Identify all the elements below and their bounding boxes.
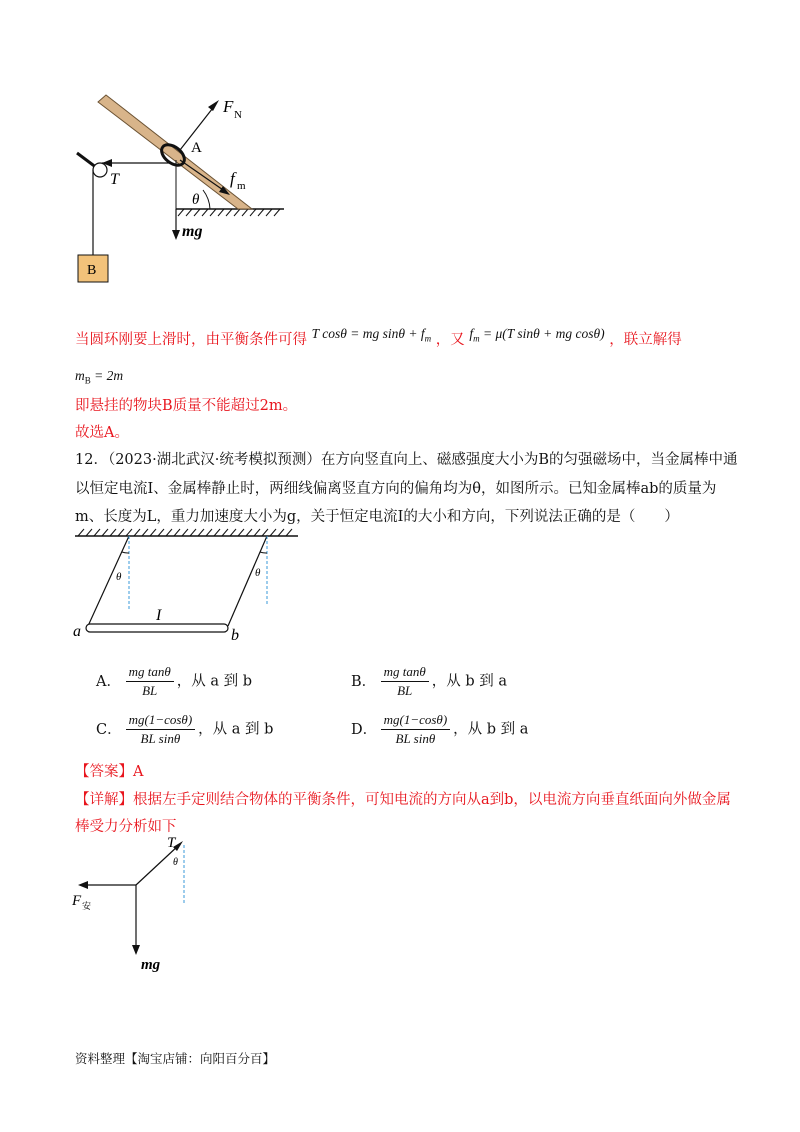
option-a-direction: ，从 a 到 b [176,673,253,690]
option-d-label: D． [351,721,378,738]
option-a-fraction: $\frac{\text{mg tanθ}}{BL}$ [126,664,174,699]
detail-line-1: 【详解】根据左手定则结合物体的平衡条件，可知电流的方向从a到b，以电流方向垂直纸面向外做金属 [75,792,731,808]
answer-line: 【答案】A [75,764,144,780]
label-fn-sub: N [234,109,242,121]
label-end-a: a [73,623,81,640]
equation-result: $m_B = 2m$ [75,368,124,386]
solution-suffix: ，联立解得 [609,332,682,348]
option-d-fraction: $\frac{mg(1-\cos\theta)}{\text{BL sinθ}}$ [381,712,451,747]
option-b[interactable] [351,664,507,699]
question-12-line-3: m、长度为L，重力加速度大小为g，关于恒定电流I的大小和方向，下列说法正确的是（ ） [75,509,679,525]
label-fn: F [223,97,234,116]
label-fm-sub: m [237,180,246,192]
figure-force-diagram [70,835,210,975]
option-b-fraction: $\frac{\text{mg tanθ}}{BL}$ [381,664,429,699]
label-mg: mg [182,223,203,240]
label-fm: f [230,169,235,188]
label-ampere-force-sub: 安 [82,901,92,911]
figure-ring-on-rod [70,90,300,290]
solution-conclusion: 即悬挂的物块B质量不能超过2m。 [75,398,298,414]
question-12-line-1: 12．（2023·湖北武汉·统考模拟预测）在方向竖直向上、磁感强度大小为B的匀强磁场中，当金属棒中通 [75,452,738,468]
label-theta: θ [192,192,200,208]
option-b-direction: ，从 b 到 a [431,673,508,690]
footer-source: 资料整理【淘宝店铺：向阳百分百】 [75,1051,276,1066]
detail-line-2: 棒受力分析如下 [75,819,177,835]
option-c-label: C． [96,721,122,738]
option-b-label: B． [351,673,377,690]
option-d-direction: ，从 b 到 a [453,721,529,738]
equation-balance: T cosθ = mg $\sin\theta + f_m$ [311,326,432,344]
label-block-b: B [87,263,97,278]
label-tension: T [167,835,176,851]
option-a[interactable] [96,664,252,699]
option-c-direction: ，从 a 到 b [198,721,274,738]
label-theta-left: θ [116,571,122,583]
label-theta: θ [173,857,178,868]
label-end-b: b [231,627,239,643]
label-ampere-force: F [72,893,82,909]
option-c[interactable] [96,712,273,747]
label-gravity: mg [141,957,161,973]
solution-line-1 [75,326,682,355]
label-t: T [110,171,119,188]
label-a: A [191,140,202,156]
label-theta-right: θ [255,567,261,579]
option-c-fraction: $\frac{mg(1-\cos\theta)}{\text{BL sinθ}}$ [126,712,196,747]
option-d[interactable] [351,712,528,747]
solution-choice: 故选A。 [75,425,129,441]
question-12-line-2: 以恒定电流I、金属棒静止时，两细线偏离竖直方向的偏角均为θ，如图所示。已知金属棒ab的质量为 [75,481,717,497]
equation-friction: $f_m = \mu(T$ sinθ + mg cosθ) [469,326,605,344]
solution-mid: ，又 [435,332,465,348]
figure-hanging-rod [70,528,310,643]
label-current: I [156,607,162,624]
option-a-label: A． [96,673,121,690]
solution-prefix: 当圆环刚要上滑时，由平衡条件可得 [75,332,307,348]
